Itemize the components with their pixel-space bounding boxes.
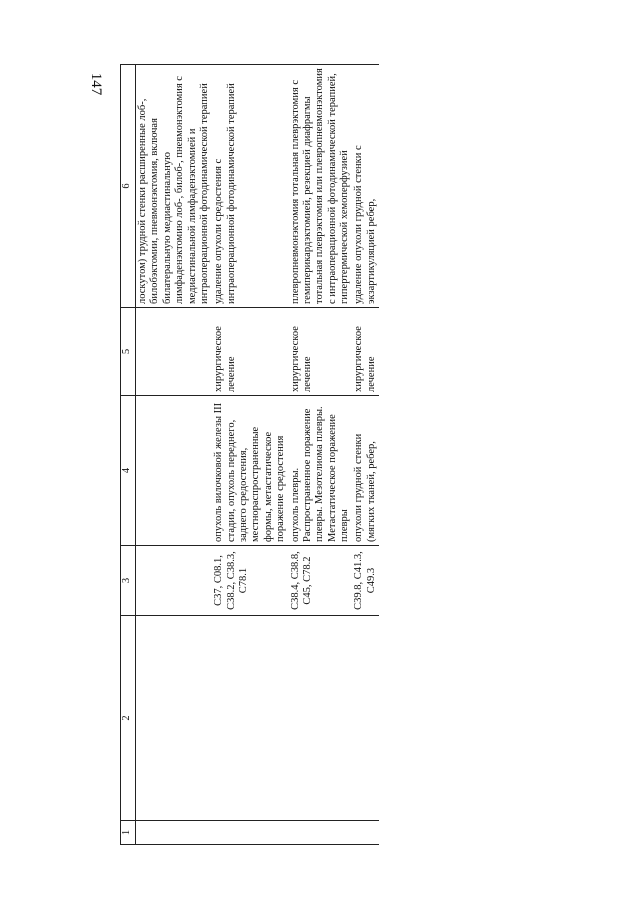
cell-col-2: [136, 616, 213, 821]
cell-icd-codes: C39.8, C41.3, C49.3: [352, 546, 379, 616]
cell-col-2: [289, 616, 353, 821]
cell-treatment-type: хирургическое лечение: [352, 308, 379, 396]
header-col-6: 6: [121, 65, 136, 308]
cell-diagnosis: [136, 396, 213, 546]
table-row: [212, 65, 288, 845]
page-number: 147: [88, 72, 104, 96]
cell-col-1: [289, 821, 353, 845]
cell-col-2: [352, 616, 379, 821]
treatment-table: [120, 64, 379, 845]
table-row: [289, 65, 353, 845]
cell-icd-codes: C37, C08.1, C38.2, C38.3, C78.1: [212, 546, 288, 616]
cell-treatment-type: хирургическое лечение: [289, 308, 353, 396]
cell-diagnosis: опухоль плевры. Распространенное поражение плевры. Мезотелиома плевры. Метастатическое поражение плевры: [289, 396, 353, 546]
cell-icd-codes: C38.4, C38.8, C45, C78.2: [289, 546, 353, 616]
cell-col-1: [352, 821, 379, 845]
header-col-2: 2: [121, 616, 136, 821]
cell-col-1: [136, 821, 213, 845]
cell-diagnosis: опухоли грудной стенки (мягких тканей, ребер,: [352, 396, 379, 546]
cell-treatment-type: [136, 308, 213, 396]
header-col-5: 5: [121, 308, 136, 396]
header-col-3: 3: [121, 546, 136, 616]
cell-col-1: [212, 821, 288, 845]
cell-col-2: [212, 616, 288, 821]
cell-diagnosis: опухоль вилочковой железы III стадии, опухоль переднего, заднего средостения, местнораспространенные формы, метастатическое поражение средостения: [212, 396, 288, 546]
cell-method: плевропневмонэктомия тотальная плеврэктомия с гемиперикардэктомией, резекцией диафрагмы тотальная плеврэктомия или плевропневмонэктомия с интраоперационной фотодинамической терапией, гипертермической хемоперфузией: [289, 65, 353, 308]
cell-method: лоскутом) трудной стенки расширенные лоб-, билобэктомии, пневмонэктомия, включая билатеральную медиастинальную лимфаденэктомию лоб-, билоб-, пневмонэктомия с медиастинальной лимфаденэктомией и интраоперационной фотодинамической терапией: [136, 65, 213, 308]
rotated-table-region: [120, 65, 590, 845]
cell-treatment-type: хирургическое лечение: [212, 308, 288, 396]
header-col-4: 4: [121, 396, 136, 546]
cell-method: удаление опухоли грудной стенки с экзартикуляцией ребер,: [352, 65, 379, 308]
table-row: [136, 65, 213, 845]
header-col-1: 1: [121, 821, 136, 845]
cell-method: удаление опухоли средостения с интраоперационной фотодинамической терапией: [212, 65, 288, 308]
table-header-row: [121, 65, 136, 845]
cell-icd-codes: [136, 546, 213, 616]
table-row: [352, 65, 379, 845]
